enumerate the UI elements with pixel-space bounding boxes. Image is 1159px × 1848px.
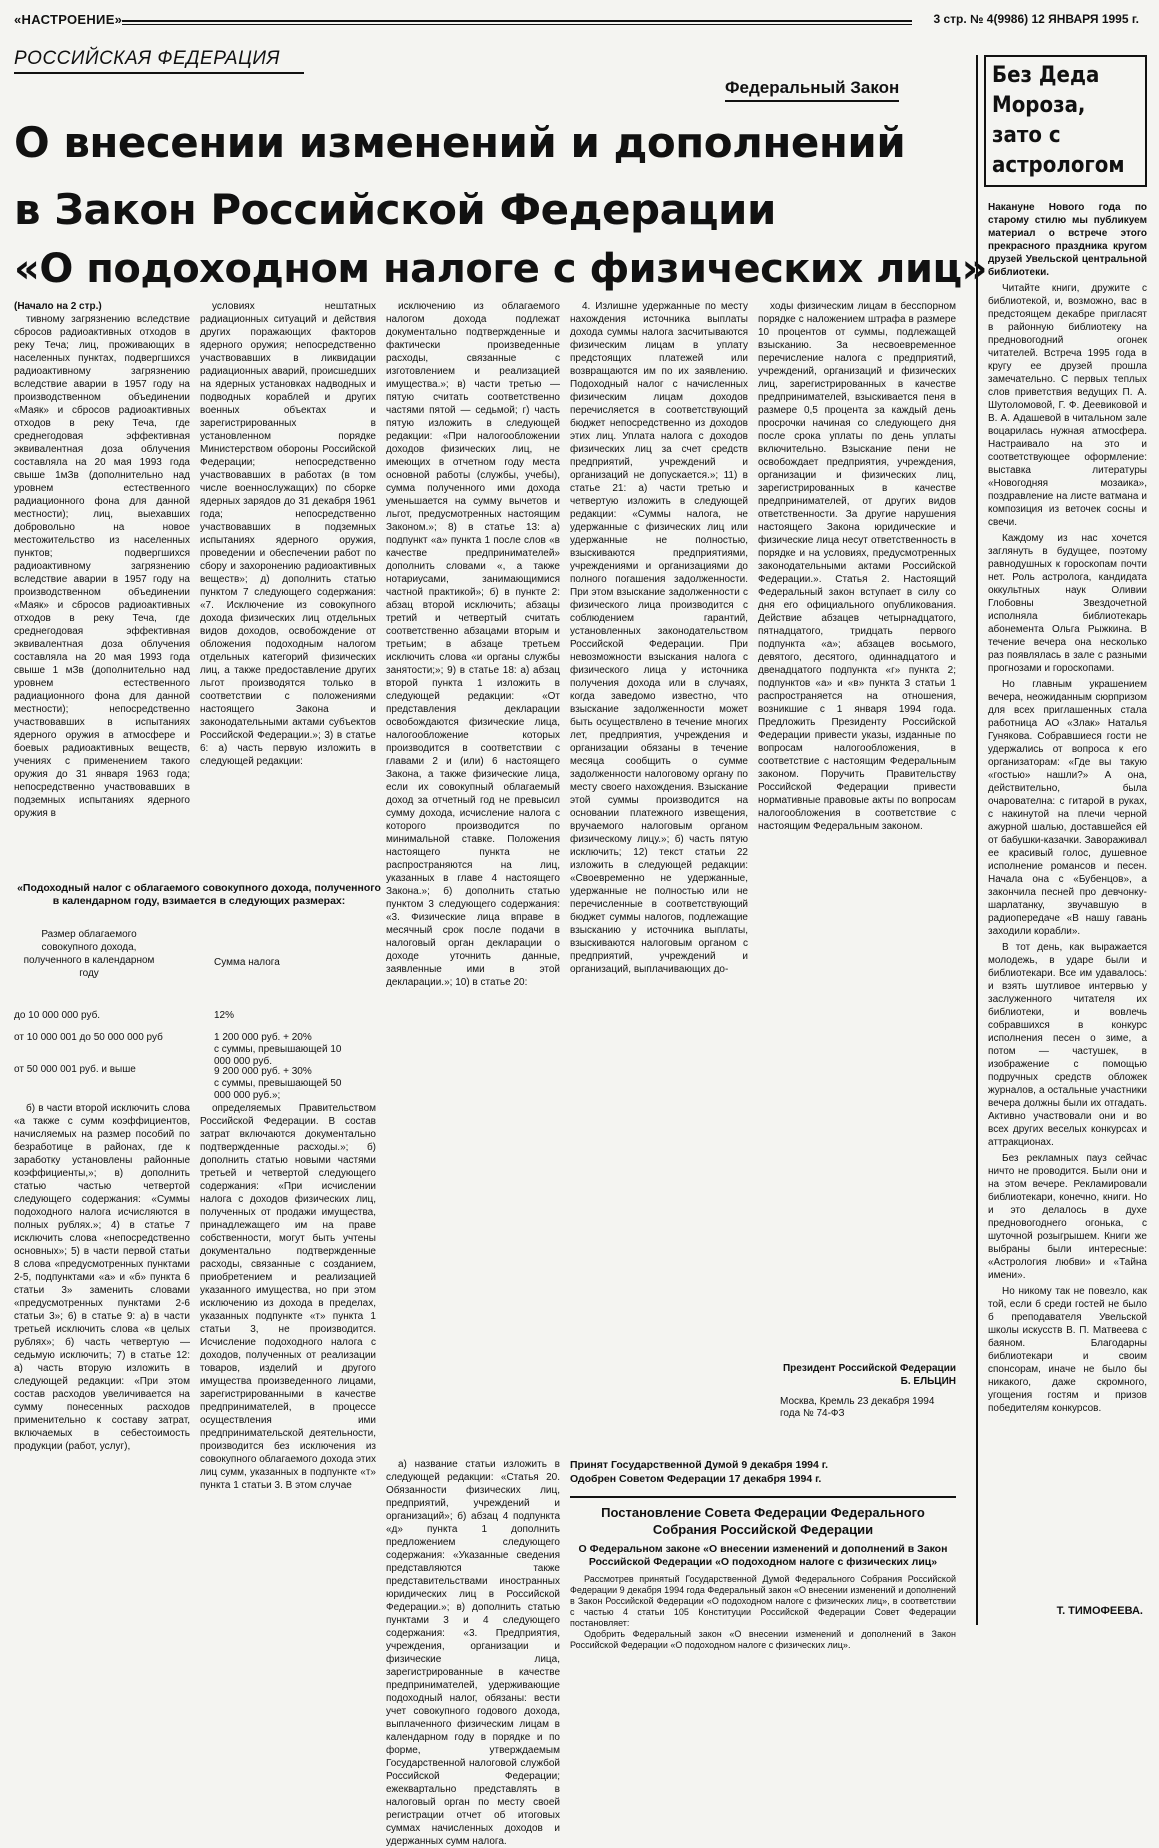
table-row-rate-note: с суммы, превышающей 10 000 000 руб.	[214, 1044, 342, 1067]
adoption-dates	[570, 1458, 960, 1486]
resolution-title: Постановление Совета Федерации Федерального Собрания Российской Федерации	[601, 1505, 925, 1537]
column-text: б) в части второй исключить слова «а также с сумм коэффициентов, начисляемых на размер пособий по безработице в районах, где к заработку установлены районные коэффициенты,»; в) дополнить статью частью четвертой следующего содержания: «Суммы подоходного налога исчисляются в полных рублях.»; 4) в статье 7 исключить слова «непосредственно основных»; 5) в части первой статьи 8 слова «предусмотренных пунктами 2-5, подпунктами «а» и «б» пункта 6 статьи 3» заменить словами «предусмотренных пунктами 2-6 статьи 3»; 6) в статье 9: а) в части третьей исключить слова «в целых рублях»; б) часть четвертую — седьмую исключить; 7) в статье 12: а) часть вторую изложить в следующей редакции: «При этом состав расходов увеличивается на сумму понесенных расходов применительно к составу затрат, включаемых в себестоимость продукции (работ, услуг),	[14, 1103, 190, 1452]
approved-line: Одобрен Советом Федерации 17 декабря 1994 г.	[570, 1473, 822, 1485]
tax-rate-table	[14, 882, 384, 1101]
table-header-income: Размер облагаемого совокупного дохода, полученного в календарном году	[23, 929, 155, 979]
resolution-block	[570, 1496, 956, 1650]
sidebar-paragraph: Но никому так не повезло, как той, если б среди гостей не было б преподавателя Увельской школы искусств В. П. Матвеева с баяном. Благодарны библиотекари и своим спонсорам, иначе не было бы никакого, даже скромного, угощения гостям и призов победителям конкурсов.	[988, 1286, 1147, 1414]
table-row-bracket: от 10 000 001 до 50 000 000 руб	[14, 1032, 163, 1043]
article-column-6	[14, 1102, 190, 1622]
sidebar-author: Т. ТИМОФЕЕВА.	[1056, 1605, 1143, 1617]
sidebar-lead: Накануне Нового года по старому стилю мы публикуем материал о встрече этого прекрасного праздника кругом друзей Увельской центральной библиотеки.	[988, 202, 1147, 278]
sidebar-paragraph: В тот день, как выражается молодежь, в ударе были и библиотекари. Все им удавалось: и взять шутливое интервью у заслуженного читателя их библиотеки, и вовлечь собравшихся в конкурс исполнения песен о зиме, а потом — частушек, в изображение с помощью подручных средств обложек журналов, а остальные участники вечера должны были их отгадать. Активно участвовали они и во всех других веселых конкурсах и аттракционах.	[988, 942, 1147, 1148]
table-row-rate: 1 200 000 руб. + 20%	[214, 1032, 312, 1043]
sidebar-title: Без Деда Мороза, зато с астрологом	[992, 63, 1125, 178]
table-header-tax: Сумма налога	[214, 957, 280, 968]
signature-name: Б. ЕЛЬЦИН	[900, 1376, 956, 1387]
masthead-rule	[122, 20, 912, 25]
adopted-line: Принят Государственной Думой 9 декабря 1994 г.	[570, 1459, 828, 1471]
table-row-rate: 9 200 000 руб. + 30%	[214, 1066, 312, 1077]
sidebar-paragraph: Каждому из нас хочется заглянуть в будущее, поэтому равнодушных к гороскопам почти нет. Роль астролога, кандидата оккультных наук Оливии Глобовны Звездочетной исполняла библиотекарь абонемента Ольга Рыжкина. В течение вечера она несколько раз появлялась в зале с разными прогнозами и гороскопами.	[988, 533, 1147, 674]
signature-title: Президент Российской Федерации	[782, 1363, 956, 1374]
column-text: исключению из облагаемого налогом дохода подлежат документально подтвержденные и фактически произведенные расходы, связанные с изготовлением и реализацией имущества.»; в) части третью — пятую считать соответственно частями пятой — седьмой; г) часть пятую изложить в следующей редакции: «При налогообложении доходов физических лиц, не имеющих в отчетном году места основной работы (службы, учебы), сумма полученного ими дохода уменьшается на сумму вычетов и льгот, предусмотренных настоящим Законом.»; 8) в статье 13: а) подпункт «а» пункта 1 после слов «в качестве предпринимателей» дополнить словами «, а также нотариусами, занимающимися частной практикой»; б) в пункте 2: абзац второй исключить; абзацы третий и четвертый считать соответственно абзацами вторым и третьим; в абзаце третьем исключить слова «и органы службы занятости;»; 9) в статье 18: а) абзац второй пункта 1 изложить в следующей редакции: «От представления декларации освобождаются физические лица, налогообложение которых производится в соответствии с главами 2 и (или) 6 настоящего Закона, а также физические лица, если их совокупный облагаемый доход за отчетный год не превысил сумму дохода, исчисление налога с которого производится по минимальной ставке. Положения настоящего пункта не распространяются на лиц, указанных в главе 4 настоящего Закона.»; б) дополнить статью пунктом 3 следующего содержания: «3. Физические лица вправе в месячный срок после подачи в налоговый орган декларации о доходе уточнить данные, заявленные ими в этой декларации.»; 10) в статье 20:	[386, 301, 560, 988]
president-signature	[780, 1362, 956, 1388]
newspaper-name: «НАСТРОЕНИЕ»	[14, 12, 123, 27]
article-column-2	[200, 300, 376, 872]
continued-note: (Начало на 2 стр.)	[14, 301, 102, 312]
headline-line-2: в Закон Российской Федерации	[14, 185, 776, 234]
table-row-bracket: от 50 000 001 руб. и выше	[14, 1064, 136, 1075]
article-column-1	[14, 300, 190, 872]
column-text: определяемых Правительством Российской Федерации. В состав затрат включаются документально подтвержденные расходы.»; б) дополнить статью новыми частями третьей и четвертой следующего содержания: «При исчислении налога с доходов физических лиц, полученных от продажи имущества, принадлежащего им на праве собственности, могут быть учтены документально подтвержденные расходы, связанные с созданием, приобретением и реализацией указанного имущества, но при этом исключению из дохода в пределах, указанных подпункте «т» пункта 1 статьи 3, не производится. Исчисление подоходного налога с доходов, полученных от реализации товаров, изделий и другого имущества произведенного лицами, зарегистрированными в качестве предпринимателей, в процессе осуществления ими предпринимательской деятельности, производится без исключения из совокупного облагаемого дохода этих лиц сумм, указанных в подпункте «т» пункта 1 статьи 3. В этом случае	[200, 1103, 376, 1491]
article-column-5	[758, 300, 956, 1356]
sidebar-paragraph: Читайте книги, дружите с библиотекой, и, возможно, вас в предстоящем декабре пригласят в районную библиотеку на предновогодний огонек читателей. Встреча 1995 года в кругу ее друзей прошла замечательно. С первых теплых слов приветствия ведущих П. А. Шутоломовой, Г. Ф. Деевиковой и В. А. Адашевой в читальном зале воцарилась нужная атмосфера. Настраивало на это и соответствующее оформление: выставка литературы «Новогодняя мозаика», поздравление на листе ватмана и композиция из веточек сосны и свечи.	[988, 283, 1147, 528]
column-text: тивному загрязнению вследствие сбросов радиоактивных отходов в реку Теча; лиц, проживающих в населенных пунктах, подвергшихся радиоактивному загрязнению вследствие аварии в 1957 году на производственном объединении «Маяк» и сбросов радиоактивных отходов в реку Теча, где среднегодовая эффективная эквивалентная доза облучения составляла на 20 мая 1993 года свыше 1мЗв (дополнительно над уровнем естественного радиационного фона для данной местности); лиц, выехавших добровольно на новое местожительство из населенных пунктов; подвергшихся радиоактивному загрязнению вследствие аварии в 1957 году на производственном объединении «Маяк» и сбросов радиоактивных отходов в реку Теча, где среднегодовая эффективная эквивалентная доза облучения составляла на 20 мая 1993 года свыше 1 мЗв (дополнительно над уровнем естественного радиационного фона для данной местности); непосредственно участвовавших в испытаниях ядерного оружия в атмосфере и боевых радиоактивных веществ, учениях с применением такого оружия до 31 января 1963 года; непосредственно участвовавших в подземных испытаниях ядерного оружия в	[14, 314, 190, 819]
resolution-subtitle: О Федеральном законе «О внесении изменений и дополнений в Закон Российской Федерации «О подоходном налоге с физических лиц»	[578, 1543, 948, 1568]
resolution-paragraph: Одобрить Федеральный закон «О внесении изменений и дополнений в Закон Российской Федерации «О подоходном налоге с физических лиц».	[570, 1629, 956, 1650]
table-row-rate-note: с суммы, превышающей 50 000 000 руб.»;	[214, 1078, 342, 1101]
masthead	[14, 10, 1139, 32]
rubric-label: Федеральный Закон	[725, 78, 899, 102]
table-title: «Подоходный налог с облагаемого совокупного дохода, полученного в календарном году, взимается в следующих размерах:	[17, 882, 381, 907]
sidebar-title-box	[984, 55, 1147, 187]
article-column-7	[200, 1102, 376, 1622]
table-row-bracket: до 10 000 000 руб.	[14, 1010, 101, 1021]
sidebar-paragraph: Но главным украшением вечера, неожиданным сюрпризом для всех приглашенных стала работница АО «Злак» Наталья Гунякова. Собравшиеся гости не удержались от вопроса к его организаторам: «Где вы такую «гостью» нашли?» А она, действительно, была очарователна: с гитарой в руках, с накинутой на плечи черной ажурной шалью, доставшейся ей от бабушки-казачки. Завораживал ее красивый голос, душевное исполнение романсов и песен. Начала она с «Бубенцов», а закончила песней про девчонку-шарлатанку, звучавшую в радиопередаче «В нашу гавань заходили корабли».	[988, 679, 1147, 937]
column-text: а) название статьи изложить в следующей редакции: «Статья 20. Обязанности физических лиц, предприятий, учреждений и организаций»; б) абзац 4 подпункта «д» пункта 1 дополнить предложением следующего содержания: «Указанные сведения представляются также представительствами иностранных юридических лиц в Российской Федерации.»; в) дополнить статью пунктами 3 и 4 следующего содержания: «3. Предприятия, учреждения, организации и физические лица, зарегистрированные в качестве предпринимателей, удерживающие подоходный налог, обязаны: вести учет совокупного годового дохода, выплаченного физическим лицам в календарном году в порядке и по форме, утверждаемым Государственной налоговой службой Российской Федерации; ежеквартально представлять в налоговый орган по месту своей регистрации отчет об итоговых суммах начисленных доходов и удержанных сумм налога.	[386, 1459, 560, 1847]
sidebar-paragraph: Без рекламных пауз сейчас ничто не проводится. Были они и на этом вечере. Рекламировали библиотекари, конечно, книги. Но и это делалось в духе предновогоднего огонька, с шуточной розыгрышем. Книги же выбраны были интересные: «Астрология любви» и «Тайна имени».	[988, 1153, 1147, 1281]
resolution-paragraph: Рассмотрев принятый Государственной Думой Федерального Собрания Российской Федерации 9 декабря 1994 года Федеральный закон «О внесении изменений и дополнений в Закон Российской Федерации «О подоходном налоге с физических лиц», в соответствии с частью 4 статьи 105 Конституции Российской Федерации Совет Федерации постановляет:	[570, 1574, 956, 1628]
issue-info: 3 стр. № 4(9986) 12 ЯНВАРЯ 1995 г.	[933, 12, 1139, 26]
section-title: РОССИЙСКАЯ ФЕДЕРАЦИЯ	[14, 48, 304, 74]
law-place-date: Москва, Кремль 23 декабря 1994 года № 74-ФЗ	[780, 1396, 935, 1419]
article-column-3	[386, 300, 560, 1446]
headline-line-1: О внесении изменений и дополнений	[14, 118, 906, 167]
table-row-rate: 12%	[214, 1010, 235, 1021]
column-text: ходы физическим лицам в бесспорном порядке с наложением штрафа в размере 10 процентов от суммы, подлежащей взысканию. За несвоевременное перечисление налога с предприятий, учреждений, организаций и физических лиц, зарегистрированных в качестве предпринимателей, взыскивается пеня в размере 0,5 процента за каждый день просрочки начиная со следующего дня после срока уплаты по день уплаты включительно. Взыскание пени не освобождает предприятия, учреждения, организации и физических лиц, зарегистрированных в качестве предпринимателей, от других видов ответственности. За другие нарушения настоящего Закона юридические и физические лица несут ответственность в порядке и на условиях, предусмотренных законодательными актами Российской Федерации.». Статья 2. Настоящий Федеральный закон вступает в силу со дня его официального опубликования. Действие абзацев четырнадцатого, пятнадцатого, тридцать первого подпункта «а»; абзацев восьмого, девятого, десятого, одиннадцатого и двенадцатого подпункта «г» пункта 2; подпунктов «а» и «в» пункта 3 статьи 1 распространяется на отношения, возникшие с 1 января 1994 года. Предложить Президенту Российской Федерации привести указы, изданные по вопросам налогообложения, в соответствие с настоящим Федеральным законом. Поручить Правительству Российской Федерации привести нормативные правовые акты по вопросам налогообложения в соответствие с настоящим Федеральным законом.	[758, 301, 956, 832]
article-column-4	[570, 300, 748, 1446]
sidebar-story	[976, 55, 1147, 1625]
headline-line-3: «О подоходном налоге с физических лиц»	[14, 246, 987, 292]
article-column-8	[386, 1458, 560, 1847]
column-text: условиях нештатных радиационных ситуаций и действия других поражающих факторов ядерного оружия; непосредственно участвовавших в ликвидации радиационных аварий, происшедших на ядерных установках надводных и подводных кораблей и других военных объектах и зарегистрированных в установленном порядке Министерством обороны Российской Федерации; непосредственно участвовавших в работах (в том числе военнослужащих) по сборке ядерных зарядов до 31 декабря 1961 года; непосредственно участвовавших в подземных испытаниях ядерного оружия, проведении и обеспечении работ по сбору и захоронению радиоактивных веществ»; д) дополнить статью пунктом 7 следующего содержания: «7. Исключение из совокупного дохода физических лиц отдельных видов доходов, освобождение от обложения подоходным налогом отдельных категорий физических лиц, а также предоставление других льгот производятся только в соответствии с положениями настоящего Закона и законодательными актами субъектов Российской Федерации.»; 3) в статье 6: а) часть первую изложить в следующей редакции:	[200, 301, 376, 767]
column-text: 4. Излишне удержанные по месту нахождения источника выплаты дохода суммы налога засчитываются физическим лицам в уплату предстоящих платежей или возвращаются им по их заявлению. Подоходный налог с начисленных физическим лицам доходов перечисляется в соответствующий бюджет непосредственно из доходов этих лиц. Уплата налога с доходов физических лиц за счет средств предприятий, учреждений и организаций не допускается.»; 11) в статье 21: а) части третью и четвертую изложить в следующей редакции: «Суммы налога, не удержанные с физических лиц или удержанные не полностью, взыскиваются предприятиями, учреждениями и организациями до полного погашения задолженности. При этом взыскание задолженности с физического лица производится с соблюдением гарантий, установленных законодательством Российской Федерации. При невозможности взыскания налога с физического лица у источника получения дохода или в случаях, когда заведомо известно, что взыскание задолженности может быть осуществлено в течение многих лет, предприятия, учреждения и организации обязаны в течение месяца сообщить о сумме задолженности налоговому органу по месту своего нахождения. Взыскание этой суммы производится на основании платежного извещения, вручаемого налоговым органом физическому лицу.»; б) часть пятую исключить; 12) текст статьи 22 изложить в следующей редакции: «Своевременно не удержанные, удержанные не полностью или не перечисленные в соответствующий бюджет суммы налогов, подлежащие взысканию у источника выплаты, взыскиваются налоговым органом с предприятий, учреждений и организаций, выплачивающих до-	[570, 301, 748, 975]
